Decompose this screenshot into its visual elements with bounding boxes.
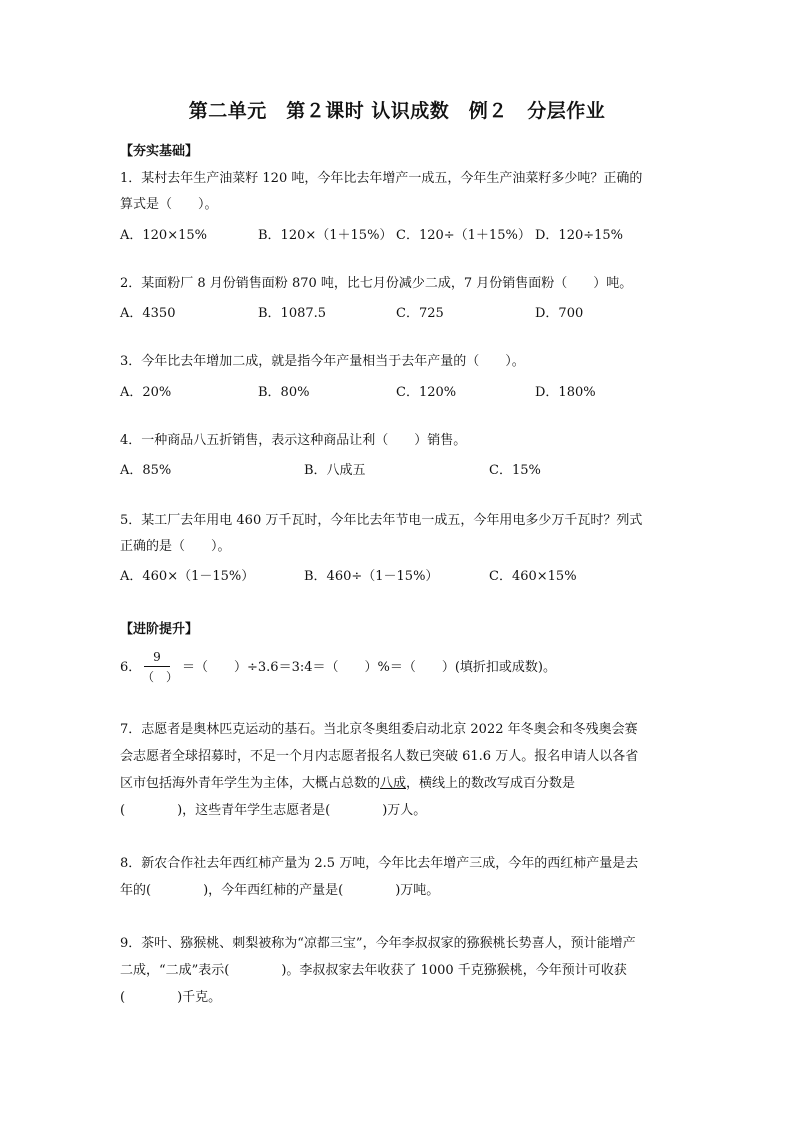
question-1-option-a[interactable]: A．120×15% — [120, 228, 207, 243]
question-7-underlined-term: 八成 — [380, 776, 407, 791]
question-3-option-b[interactable]: B．80% — [258, 385, 310, 400]
question-9-line-3: ( )千克。 — [120, 990, 222, 1005]
question-3-option-a[interactable]: A．20% — [120, 385, 172, 400]
question-1-option-c[interactable]: C．120÷（1＋15%） — [396, 228, 531, 243]
question-4-option-b[interactable]: B．八成五 — [304, 463, 366, 478]
question-4-line-1: 4．一种商品八五折销售，表示这种商品让利（ ）销售。 — [120, 433, 467, 448]
question-7-line-3-start: 区市包括海外青年学生为主体，大概占总数的 — [120, 776, 381, 791]
question-1-option-b[interactable]: B．120×（1＋15%） — [258, 228, 393, 243]
section-advanced-heading: 【进阶提升】 — [120, 622, 199, 637]
question-5-option-a[interactable]: A．460×（1－15%） — [120, 569, 255, 584]
question-7-line-4: ( )，这些青年学生志愿者是( )万人。 — [120, 803, 427, 818]
question-7-line-1: 7．志愿者是奥林匹克运动的基石。当北京冬奥组委启动北京 2022 年冬奥会和冬残奥会赛 — [120, 722, 638, 737]
question-3-line-1: 3．今年比去年增加二成，就是指今年产量相当于去年产量的（ ）。 — [120, 354, 525, 369]
section-basic-heading: 【夯实基础】 — [120, 144, 199, 159]
question-2-option-a[interactable]: A．4350 — [120, 306, 176, 321]
fraction-bar — [144, 666, 170, 667]
question-6-equation: ＝（ ）÷3.6＝3:4＝（ ）%＝（ ）(填折扣或成数)。 — [182, 660, 556, 675]
question-4-option-a[interactable]: A．85% — [120, 463, 172, 478]
question-8-line-2: 年的( )，今年西红柿的产量是( )万吨。 — [120, 883, 440, 898]
question-2-line-1: 2．某面粉厂 8 月份销售面粉 870 吨，比七月份减少二成，7 月份销售面粉（ ）吨。 — [120, 276, 633, 291]
question-7-line-2: 会志愿者全球招募时，不足一个月内志愿者报名人数已突破 61.6 万人。报名申请人以各省 — [120, 749, 639, 764]
question-2-option-d[interactable]: D．700 — [535, 306, 584, 321]
question-6-fraction — [142, 650, 179, 686]
question-6-number: 6． — [120, 660, 142, 675]
question-1-line-2: 算式是（ ）。 — [120, 197, 218, 212]
question-2-option-b[interactable]: B．1087.5 — [258, 306, 327, 321]
question-7-line-3 — [120, 775, 575, 793]
fraction-numerator: 9 — [153, 650, 161, 664]
question-3-option-d[interactable]: D．180% — [535, 385, 596, 400]
question-5-line-1: 5．某工厂去年用电 460 万千瓦时，今年比去年节电一成五，今年用电多少万千瓦时？列式 — [120, 513, 643, 528]
fraction-denominator-blank[interactable]: （ ） — [142, 670, 179, 684]
page-title: 第二单元 第２课时 认识成数 例２ 分层作业 — [188, 100, 606, 122]
question-1-line-1: 1．某村去年生产油菜籽 120 吨，今年比去年增产一成五，今年生产油菜籽多少吨？正确的 — [120, 171, 643, 186]
question-8-line-1: 8．新农合作社去年西红柿产量为 2.5 万吨，今年比去年增产三成，今年的西红柿产量是去 — [120, 856, 639, 871]
question-5-option-b[interactable]: B．460÷（1－15%） — [304, 569, 439, 584]
question-9-line-1: 9．茶叶、猕猴桃、刺梨被称为“凉都三宝”，今年李叔叔家的猕猴桃长势喜人，预计能增产 — [120, 936, 636, 951]
question-5-line-2: 正确的是（ ）。 — [120, 539, 231, 554]
question-3-option-c[interactable]: C．120% — [396, 385, 457, 400]
question-1-option-d[interactable]: D．120÷15% — [535, 228, 624, 243]
question-5-option-c[interactable]: C．460×15% — [489, 569, 577, 584]
question-7-line-3-end: ，横线上的数改写成百分数是 — [406, 776, 576, 791]
question-2-option-c[interactable]: C．725 — [396, 306, 444, 321]
question-4-option-c[interactable]: C．15% — [489, 463, 541, 478]
question-9-line-2: 二成，“二成”表示( )。李叔叔家去年收获了 1000 千克猕猴桃，今年预计可收获 — [120, 963, 627, 978]
